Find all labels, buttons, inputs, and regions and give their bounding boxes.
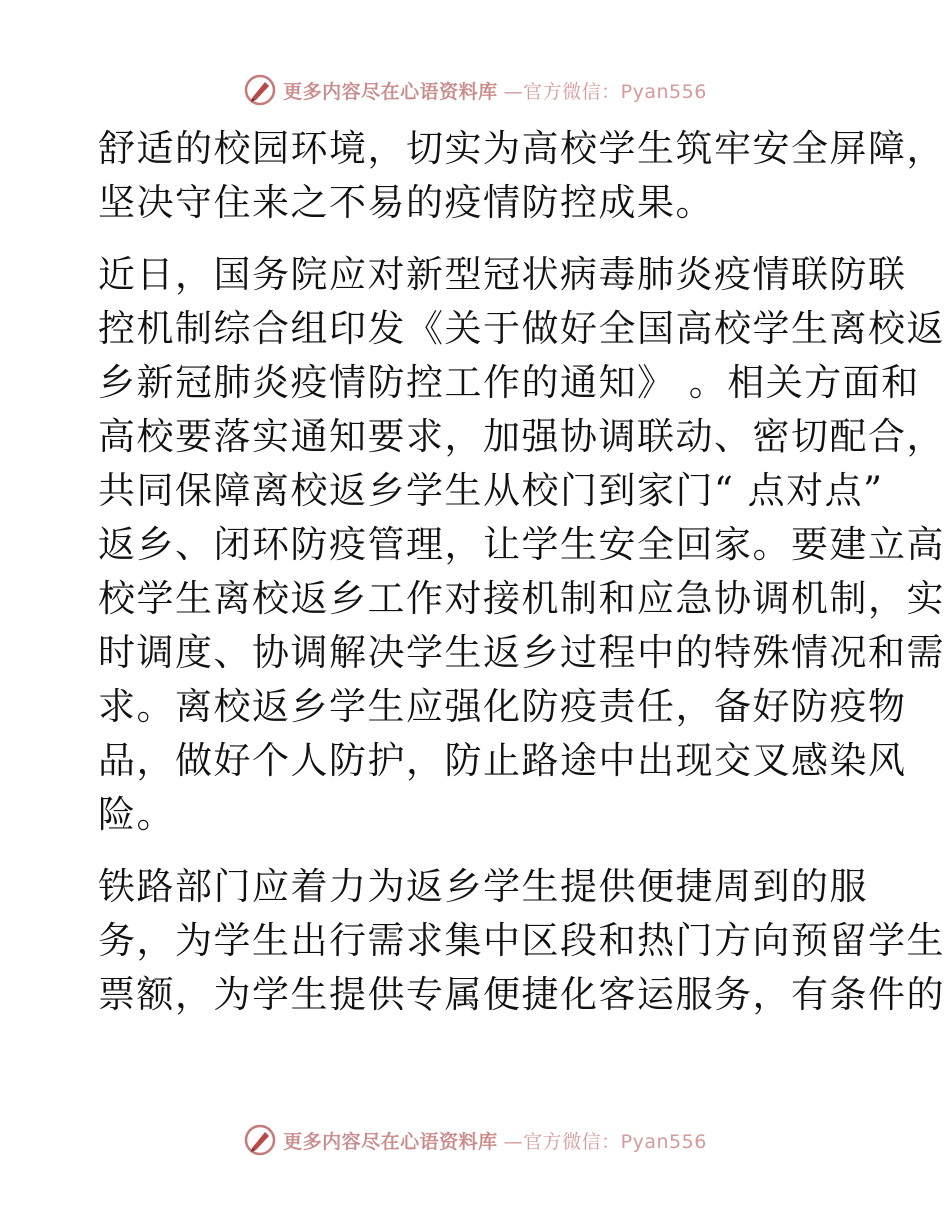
- text-line: 务，为学生出行需求集中区段和热门方向预留学生: [98, 919, 945, 962]
- header-banner-main-text: 更多内容尽在心语资料库: [283, 80, 498, 103]
- text-line: 乡新冠肺炎疫情防控工作的通知》 。相关方面和: [98, 361, 920, 404]
- text-line: 校学生离校返乡工作对接机制和应急协调机制，实: [98, 577, 945, 620]
- document-body: [98, 122, 945, 1022]
- text-line: 高校要落实通知要求，加强协调联动、密切配合，: [98, 415, 945, 458]
- text-line: 近日，国务院应对新型冠状病毒肺炎疫情联防联: [98, 253, 907, 296]
- paragraph-1: [98, 122, 945, 230]
- text-line: 险。: [98, 793, 175, 836]
- text-line: 共同保障离校返乡学生从校门到家门“ 点对点”: [98, 469, 884, 512]
- footer-banner-main-text: 更多内容尽在心语资料库: [283, 1130, 498, 1153]
- footer-banner: [0, 1120, 950, 1160]
- text-line: 返乡、闭环防疫管理，让学生安全回家。要建立高: [98, 523, 945, 566]
- text-line: 坚决守住来之不易的疫情防控成果。: [98, 181, 714, 224]
- text-line: 票额，为学生提供专属便捷化客运服务，有条件的: [98, 973, 945, 1016]
- text-line: 品，做好个人防护，防止路途中出现交叉感染风: [98, 739, 907, 782]
- text-line: 控机制综合组印发《关于做好全国高校学生离校返: [98, 307, 945, 350]
- header-banner-wechat-text: —官方微信：Pyan556: [503, 80, 707, 103]
- footer-banner-wechat-text: —官方微信：Pyan556: [503, 1130, 707, 1153]
- paragraph-3: [98, 860, 945, 1022]
- header-banner: [0, 70, 950, 110]
- paragraph-2: [98, 248, 945, 842]
- text-line: 铁路部门应着力为返乡学生提供便捷周到的服: [98, 865, 868, 908]
- text-line: 舒适的校园环境，切实为高校学生筑牢安全屏障，: [98, 127, 945, 170]
- text-line: 时调度、协调解决学生返乡过程中的特殊情况和需: [98, 631, 945, 674]
- pen-logo-icon: [243, 1123, 277, 1157]
- text-line: 求。离校返乡学生应强化防疫责任，备好防疫物: [98, 685, 907, 728]
- pen-logo-icon: [243, 73, 277, 107]
